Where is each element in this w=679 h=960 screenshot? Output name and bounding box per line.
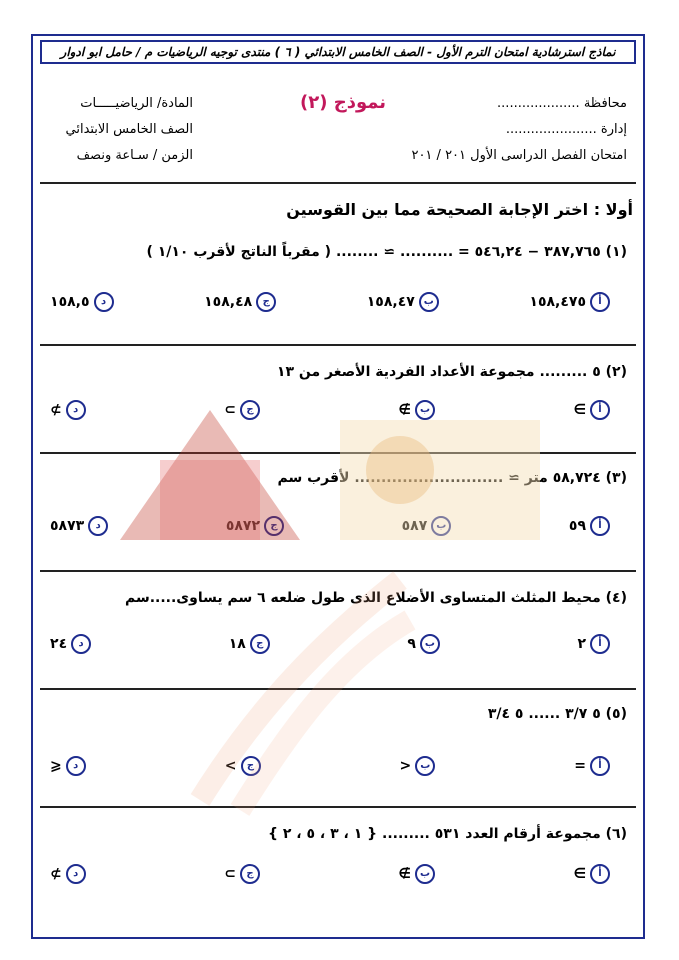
- option-d[interactable]: [50, 516, 108, 536]
- question-6: (٦) مجموعة أرقام العدد ٥٣١ ......... { ١ ، ٣ ، ٥ ، ٢ }: [268, 826, 627, 842]
- divider: [40, 688, 636, 690]
- option-badge: ب: [420, 634, 440, 654]
- option-b[interactable]: [400, 756, 436, 776]
- option-badge: د: [88, 516, 108, 536]
- question-3-options: [50, 516, 610, 536]
- question-2: (٢) ٥ ......... مجموعة الأعداد الفردية الأصغر من ١٣: [276, 364, 627, 380]
- option-b[interactable]: [367, 292, 439, 312]
- governorate-field: محافظة ....................: [497, 96, 627, 111]
- option-badge: د: [71, 634, 91, 654]
- option-text: ٥٩: [568, 518, 586, 534]
- option-badge: ب: [415, 756, 435, 776]
- option-badge: ج: [240, 864, 260, 884]
- option-badge: د: [66, 864, 86, 884]
- divider: [40, 452, 636, 454]
- option-text: ∌: [398, 866, 411, 882]
- option-c[interactable]: [229, 634, 270, 654]
- option-badge: أ: [590, 756, 610, 776]
- option-text: ١٨: [228, 636, 246, 652]
- option-c[interactable]: [224, 400, 260, 420]
- question-3: (٣) ٥٨,٧٢٤ متر ≃ ............................ لأقرب سم: [277, 470, 627, 486]
- option-a[interactable]: [573, 400, 610, 420]
- question-6-options: [50, 864, 610, 884]
- question-1-options: [50, 292, 610, 312]
- grade-label: الصف الخامس الابتدائي: [65, 122, 193, 137]
- option-badge: ب: [431, 516, 451, 536]
- administration-field: إدارة ......................: [505, 122, 627, 137]
- option-text: ١٥٨,٥: [50, 294, 90, 310]
- option-badge: ج: [241, 756, 261, 776]
- divider: [40, 806, 636, 808]
- option-badge: ج: [240, 400, 260, 420]
- option-text: ١٥٨,٤٧٥: [529, 294, 586, 310]
- option-badge: ج: [250, 634, 270, 654]
- option-a[interactable]: [573, 864, 610, 884]
- option-badge: د: [66, 400, 86, 420]
- exam-title: امتحان الفصل الدراسى الأول ٢٠١ / ٢٠١: [411, 148, 627, 163]
- page-banner: نماذج استرشادية امتحان الترم الأول - الصف الخامس الابتدائي ( ٦ ) منتدى توجيه الرياضيات م / حامل ابو ادوار: [40, 40, 636, 64]
- option-d[interactable]: [50, 864, 86, 884]
- option-text: ∌: [398, 402, 411, 418]
- option-badge: ج: [256, 292, 276, 312]
- option-c[interactable]: [204, 292, 276, 312]
- option-text: ⊅: [50, 866, 62, 882]
- model-title: نموذج (٢): [300, 92, 387, 113]
- question-4: (٤) محيط المثلث المتساوى الأضلاع الذى طول ضلعه ٦ سم يساوى.....سم: [124, 590, 627, 606]
- divider: [40, 344, 636, 346]
- subject-label: المادة/ الرياضيـــــات: [80, 96, 193, 111]
- option-c[interactable]: [226, 516, 284, 536]
- option-badge: أ: [590, 516, 610, 536]
- option-b[interactable]: [407, 634, 440, 654]
- option-a[interactable]: [577, 634, 610, 654]
- question-5: (٥) ٥ ٣/٧ ...... ٥ ٣/٤: [487, 706, 627, 722]
- question-1: (١) ٣٨٧,٧٦٥ − ٥٤٦,٢٤ = .......... ≃ ........ ( مقرباً الناتج لأقرب ١/١٠ ): [146, 244, 627, 260]
- question-4-options: [50, 634, 610, 654]
- option-text: <: [399, 758, 412, 774]
- option-d[interactable]: [50, 292, 114, 312]
- option-d[interactable]: [50, 756, 86, 776]
- option-text: ⊅: [50, 402, 62, 418]
- option-badge: أ: [590, 292, 610, 312]
- section-title: أولا : اختر الإجابة الصحيحة مما بين القوسين: [286, 200, 633, 219]
- option-text: ⊃: [224, 402, 236, 418]
- option-badge: ج: [264, 516, 284, 536]
- option-b[interactable]: [398, 864, 435, 884]
- option-b[interactable]: [402, 516, 452, 536]
- option-badge: ب: [419, 292, 439, 312]
- option-text: ٥٨٧٣: [50, 518, 85, 534]
- option-text: ٥٨٧: [401, 518, 428, 534]
- option-badge: أ: [590, 634, 610, 654]
- option-badge: ب: [415, 400, 435, 420]
- page-border: [31, 34, 645, 939]
- option-text: ⊃: [224, 866, 236, 882]
- option-c[interactable]: [225, 756, 261, 776]
- option-text: ٩: [407, 636, 416, 652]
- option-c[interactable]: [224, 864, 260, 884]
- option-a[interactable]: [569, 516, 610, 536]
- option-d[interactable]: [50, 400, 86, 420]
- option-text: ١٥٨,٤٨: [204, 294, 253, 310]
- header-divider: [40, 182, 636, 184]
- option-badge: د: [94, 292, 114, 312]
- option-text: ٢٤: [50, 636, 68, 652]
- time-label: الزمن / سـاعة ونصف: [76, 148, 193, 163]
- question-2-options: [50, 400, 610, 420]
- option-badge: أ: [590, 864, 610, 884]
- option-badge: ب: [415, 864, 435, 884]
- option-b[interactable]: [398, 400, 435, 420]
- option-text: ٥٨٧٢: [225, 518, 261, 534]
- option-badge: د: [66, 756, 86, 776]
- option-text: ⩽: [50, 758, 62, 774]
- option-a[interactable]: [574, 756, 610, 776]
- option-d[interactable]: [50, 634, 91, 654]
- option-text: ∋: [573, 866, 586, 882]
- option-text: =: [574, 758, 586, 774]
- option-text: ١٥٨,٤٧: [366, 294, 415, 310]
- option-badge: أ: [590, 400, 610, 420]
- option-text: >: [224, 758, 237, 774]
- option-text: ∋: [573, 402, 586, 418]
- option-a[interactable]: [529, 292, 610, 312]
- option-text: ٢: [577, 636, 586, 652]
- divider: [40, 570, 636, 572]
- question-5-options: [50, 756, 610, 776]
